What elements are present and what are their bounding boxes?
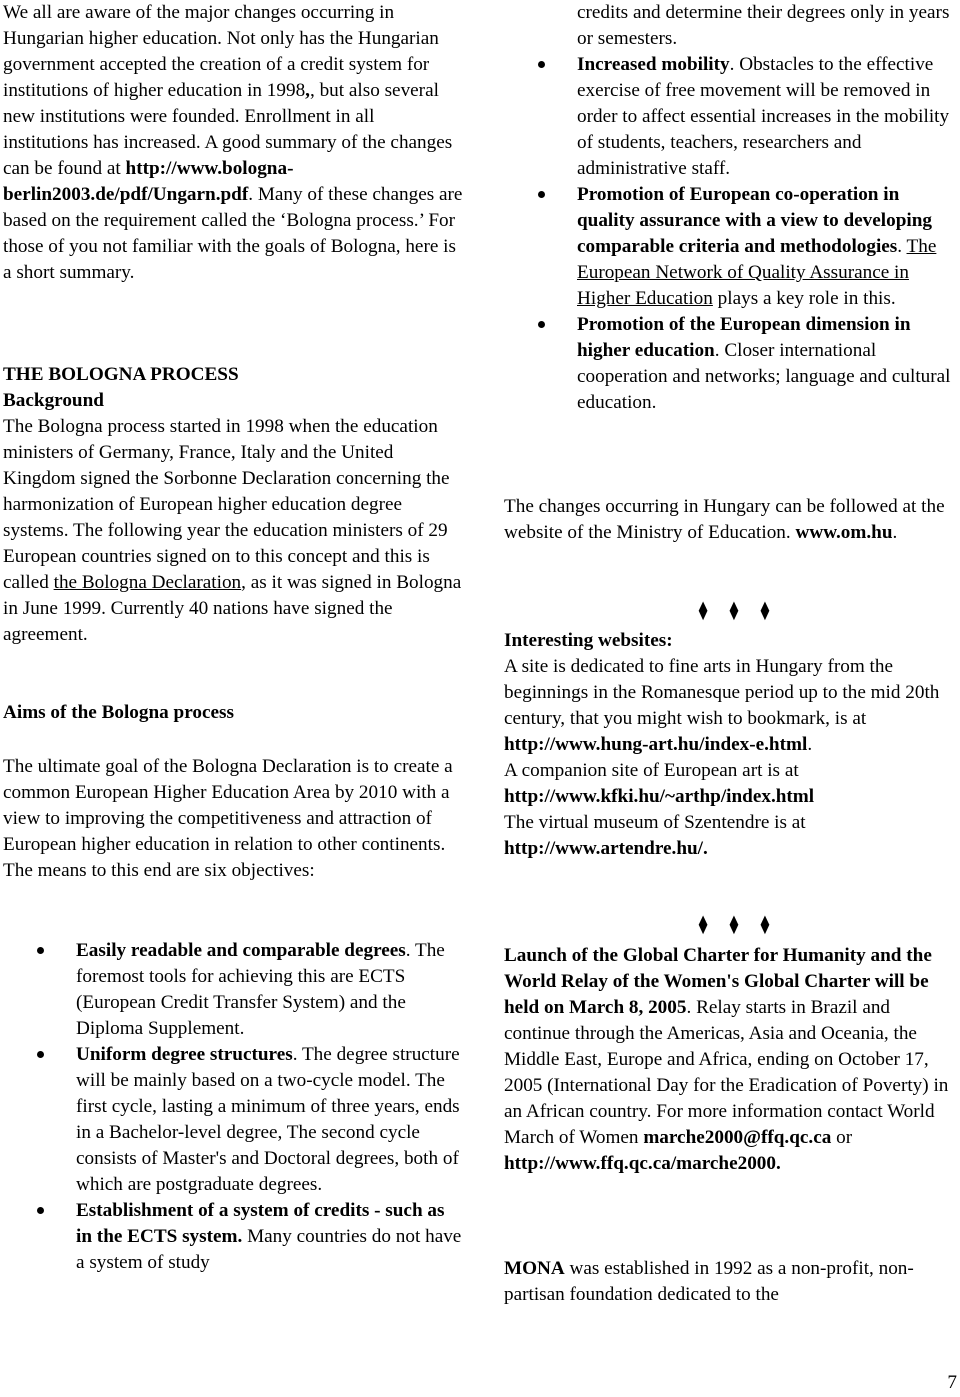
email-link[interactable]: marche2000@ffq.qc.ca — [643, 1127, 832, 1148]
bullet-icon — [538, 321, 545, 328]
page-number: 7 — [947, 1372, 957, 1393]
aims-heading: Aims of the Bologna process — [3, 702, 234, 723]
ministry-link[interactable]: www.om.hu — [795, 522, 893, 543]
diamond-icon: ⧫ — [729, 600, 739, 621]
aims-paragraph: The ultimate goal of the Bologna Declaration is to create a common European Higher Education Area by 2010 with a view to improving the competitiveness and attraction of European higher education in relation to other continents. The means to this end are six objectives: — [3, 756, 453, 881]
diamond-icon: ⧫ — [698, 914, 708, 935]
bullet-icon — [538, 191, 545, 198]
background-paragraph: The Bologna process started in 1998 when the education ministers of Germany, France, Italy and the United Kingdom signed the Sorbonne Declaration concerning the harmonization of European higher education degree systems. The following year the education ministers of 29 European countries signed on to this concept and this is called the Bologna Declaration, as it was signed in Bologna in June 1999. Currently 40 nations have signed the agreement. — [3, 416, 462, 645]
quality-assurance-link[interactable]: The European Network of Quality Assurance in Higher Education — [577, 236, 937, 309]
section-divider — [504, 598, 960, 624]
bologna-berlin-link[interactable]: http://www.bologna-berlin2003.de/pdf/Ungarn.pdf — [3, 158, 294, 205]
kfki-link[interactable]: http://www.kfki.hu/~arthp/index.html — [504, 786, 815, 807]
diamond-icon: ⧫ — [760, 914, 770, 935]
artendre-link[interactable]: http://www.artendre.hu/. — [504, 838, 708, 859]
intro-paragraph: We all are aware of the major changes occurring in Hungarian higher education. Not only has the Hungarian government accepted the creation of a credit system for institutions of higher education in 1998,, but also several new institutions were founded. Enrollment in all institutions has increased. A good summary of the changes can be found at http://www.bologna-berlin2003.de/pdf/Ungarn.pdf. Many of these changes are based on the requirement called the ‘Bologna process.’ For those of you not familiar with the goals of Bologna, here is a short summary. — [3, 2, 463, 283]
list-item: credits and determine their degrees only in years or semesters. — [577, 2, 950, 49]
diamond-icon: ⧫ — [760, 600, 770, 621]
diamond-icon: ⧫ — [729, 914, 739, 935]
changes-paragraph: The changes occurring in Hungary can be followed at the website of the Ministry of Education. www.om.hu. — [504, 496, 945, 543]
list-item: Easily readable and comparable degrees. The foremost tools for achieving this are ECTS (European Credit Transfer System) and the Diploma Supplement. — [3, 938, 463, 1042]
websites-paragraph: Interesting websites: A site is dedicated to fine arts in Hungary from the beginnings in the Romanesque period up to the mid 20th century, that you might wish to bookmark, is at http://www.hung-art.hu/index-e.html. A companion site of European art is at http://www.kfki.hu/~arthp/index.html The virtual museum of Szentendre is at http://www.artendre.hu/. — [504, 630, 940, 859]
bologna-declaration-link[interactable]: the Bologna Declaration — [53, 572, 242, 593]
background-heading: Background — [3, 390, 104, 411]
list-item: Increased mobility. Obstacles to the effective exercise of free movement will be removed in order to affect essential increases in the mobility of students, teachers, researchers and administrative staff. — [504, 52, 960, 182]
bullet-icon — [37, 1051, 44, 1058]
list-item: Promotion of European co-operation in quality assurance with a view to developing comparable criteria and methodologies. The European Network of Quality Assurance in Higher Education plays a key role in this. — [504, 182, 960, 312]
list-item: Uniform degree structures. The degree structure will be mainly based on a two-cycle model. The first cycle, lasting a minimum of three years, ends in a Bachelor-level degree, The second cycle consists of Master's and Doctoral degrees, both of which are postgraduate degrees. — [3, 1042, 463, 1198]
charter-paragraph: Launch of the Global Charter for Humanity and the World Relay of the Women's Global Charter will be held on March 8, 2005. Relay starts in Brazil and continue through the Americas, Asia and Oceania, the Middle East, Europe and Africa, ending on October 17, 2005 (International Day for the Eradication of Poverty) in an African country. For more information contact World March of Women marche2000@ffq.qc.ca or http://www.ffq.qc.ca/marche2000. — [504, 945, 949, 1174]
bullet-icon — [37, 947, 44, 954]
bullet-icon — [538, 61, 545, 68]
websites-heading: Interesting websites: — [504, 630, 673, 651]
objectives-list-continued — [504, 0, 960, 416]
section-heading: THE BOLOGNA PROCESS — [3, 364, 239, 385]
ffq-link[interactable]: http://www.ffq.qc.ca/marche2000. — [504, 1153, 781, 1174]
bullet-icon — [37, 1207, 44, 1214]
mona-paragraph: MONA was established in 1992 as a non-profit, non-partisan foundation dedicated to the — [504, 1258, 914, 1305]
diamond-icon: ⧫ — [698, 600, 708, 621]
hung-art-link[interactable]: http://www.hung-art.hu/index-e.html — [504, 734, 808, 755]
list-item: Establishment of a system of credits - such as in the ECTS system. Many countries do not have a system of study — [3, 1198, 463, 1276]
objectives-list — [3, 938, 463, 1276]
section-divider — [504, 912, 960, 938]
list-item: Promotion of the European dimension in higher education. Closer international cooperation and networks; language and cultural education. — [504, 312, 960, 416]
